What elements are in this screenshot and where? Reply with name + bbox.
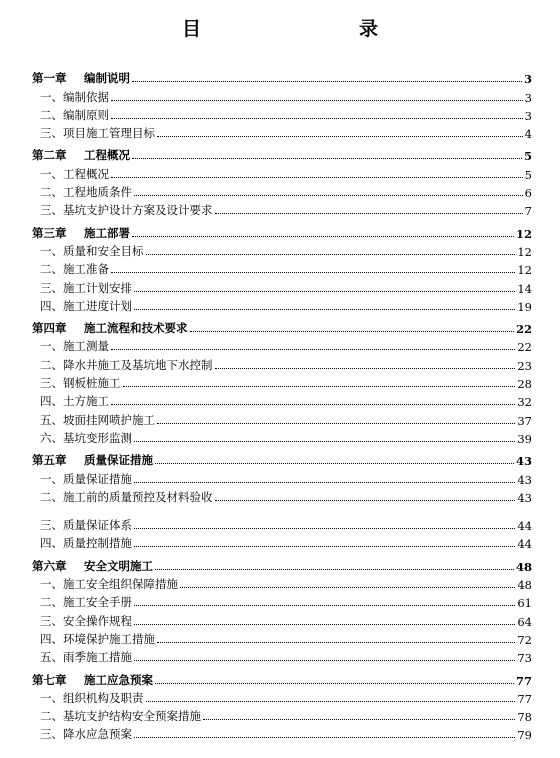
page-number: 22 [515,322,532,337]
page-number: 43 [517,472,532,487]
toc-section-entry[interactable] [32,296,532,314]
page-number: 12 [517,244,532,259]
toc-section-title: 二、施工准备 [40,262,109,277]
toc-section-entry[interactable] [32,182,532,200]
toc-section-entry[interactable] [32,105,532,123]
toc-chapter-title: 施工部署 [84,225,130,240]
toc-section-entry[interactable] [32,515,532,533]
toc-section-title: 四、施工进度计划 [40,298,132,313]
toc-section-entry[interactable] [32,373,532,391]
dot-leader [111,118,523,119]
page-number: 3 [524,90,532,105]
toc-section-title: 一、组织机构及职责 [40,690,144,705]
page-number: 12 [517,263,532,278]
toc-section-entry[interactable] [32,200,532,218]
dot-leader [132,158,522,159]
toc-chapter-title: 施工流程和技术要求 [84,321,188,336]
toc-chapter-label [32,452,153,468]
toc-section-title: 一、施工测量 [40,339,109,354]
toc-chapter-entry[interactable] [32,318,532,336]
dot-leader [134,546,515,547]
toc-chapter-number: 第五章 [32,453,67,468]
toc-chapter-number: 第六章 [32,558,67,573]
dot-leader [134,291,515,292]
toc-section-entry[interactable] [32,354,532,372]
dot-leader [134,624,515,625]
dot-leader [134,528,515,529]
toc-section-entry[interactable] [32,428,532,446]
dot-leader [111,100,523,101]
page-number: 79 [517,728,532,743]
toc-chapter-entry[interactable] [32,222,532,240]
page-number: 78 [517,710,532,725]
toc-chapter-entry[interactable] [32,68,532,86]
toc-chapter-label [32,225,130,241]
toc-section-entry[interactable] [32,163,532,181]
toc-section-title: 六、基坑变形监测 [40,430,132,445]
toc-section-title: 二、基坑支护结构安全预案措施 [40,709,201,724]
page-number: 44 [517,519,532,534]
toc-section-title: 三、质量保证体系 [40,518,132,533]
toc-section-entry[interactable] [32,123,532,141]
page-number: 22 [517,340,532,355]
toc-chapter-number: 第三章 [32,225,67,240]
dot-leader [155,569,514,570]
toc-section-entry[interactable] [32,259,532,277]
dot-leader [155,683,514,684]
dot-leader [146,701,516,702]
toc-section-entry[interactable] [32,533,532,551]
toc-section-title: 三、施工计划安排 [40,280,132,295]
toc-chapter-number: 第七章 [32,672,67,687]
page-number: 7 [524,204,532,219]
dot-leader [134,605,515,606]
dot-leader [134,441,515,442]
toc-section-entry[interactable] [32,647,532,665]
page-number: 64 [517,614,532,629]
toc-chapter-number: 第二章 [32,148,67,163]
toc-chapter-number: 第一章 [32,71,67,86]
toc-section-title: 二、施工前的质量预控及材料验收 [40,489,213,504]
page-number: 19 [517,299,532,314]
page-number: 43 [515,454,532,469]
toc-chapter-label [32,147,130,163]
toc-section-title: 二、降水井施工及基坑地下水控制 [40,357,213,372]
dot-leader [134,482,515,483]
toc-section-title: 一、施工安全组织保障措施 [40,577,178,592]
toc-section-title: 四、质量控制措施 [40,536,132,551]
page-number: 23 [517,358,532,373]
toc-section-entry[interactable] [32,336,532,354]
dot-leader [132,81,522,82]
toc-section-entry[interactable] [32,688,532,706]
toc-section-title: 三、安全操作规程 [40,613,132,628]
toc-chapter-title: 工程概况 [84,148,130,163]
dot-leader [111,272,515,273]
page-number: 73 [517,651,532,666]
toc-section-entry[interactable] [32,409,532,427]
toc-chapter-title: 质量保证措施 [84,453,153,468]
dot-leader [134,195,523,196]
dot-leader [132,236,514,237]
toc-chapter-title: 编制说明 [84,71,130,86]
page-number: 6 [524,186,532,201]
toc-section-entry[interactable] [32,610,532,628]
toc-section-title: 三、基坑支护设计方案及设计要求 [40,203,213,218]
toc-section-title: 二、施工安全手册 [40,595,132,610]
dot-leader [111,404,515,405]
dot-leader [123,386,516,387]
table-of-contents [32,64,532,742]
toc-section-entry[interactable] [32,391,532,409]
page-number: 39 [517,431,532,446]
dot-leader [155,463,514,464]
toc-section-title: 五、雨季施工措施 [40,650,132,665]
toc-section-title: 一、工程概况 [40,166,109,181]
dot-leader [157,423,515,424]
toc-section-entry[interactable] [32,241,532,259]
dot-leader [215,213,523,214]
toc-section-entry[interactable] [32,487,532,505]
toc-section-entry[interactable] [32,86,532,104]
page-number: 48 [517,578,532,593]
page-number: 5 [523,149,532,164]
dot-leader [111,349,515,350]
toc-chapter-title: 安全文明施工 [84,558,153,573]
page-number: 14 [517,281,532,296]
toc-section-title: 一、质量和安全目标 [40,243,144,258]
page-number: 37 [517,413,532,428]
page-number: 48 [515,559,532,574]
toc-section-entry[interactable] [32,724,532,742]
document-title: 目 录 [181,18,418,40]
toc-chapter-number: 第四章 [32,321,67,336]
dot-leader [134,309,515,310]
page-number: 44 [517,537,532,552]
toc-section-title: 四、土方施工 [40,394,109,409]
toc-section-entry[interactable] [32,574,532,592]
toc-section-entry[interactable] [32,629,532,647]
toc-chapter-entry[interactable] [32,555,532,573]
page-number: 77 [515,673,532,688]
toc-section-title: 一、编制依据 [40,89,109,104]
dot-leader [111,177,523,178]
dot-leader [134,737,515,738]
toc-chapter-entry[interactable] [32,450,532,468]
toc-section-title: 三、项目施工管理目标 [40,126,155,141]
page-number: 28 [517,377,532,392]
page-number: 61 [517,596,532,611]
toc-chapter-label [32,558,153,574]
dot-leader [157,642,515,643]
page-number: 32 [517,395,532,410]
dot-leader [215,500,516,501]
toc-chapter-entry[interactable] [32,669,532,687]
page-number: 77 [517,691,532,706]
toc-chapter-entry[interactable] [32,145,532,163]
toc-section-entry[interactable] [32,592,532,610]
toc-section-title: 四、环境保护施工措施 [40,631,155,646]
toc-chapter-title: 施工应急预案 [84,672,153,687]
toc-chapter-label [32,320,188,336]
toc-section-title: 二、编制原则 [40,107,109,122]
page-number: 72 [517,632,532,647]
page-number: 43 [517,490,532,505]
toc-section-title: 三、钢板桩施工 [40,376,121,391]
page-number: 3 [523,72,532,87]
page-number: 5 [524,167,532,182]
toc-section-entry[interactable] [32,468,532,486]
dot-leader [180,587,515,588]
dot-leader [215,368,516,369]
toc-section-title: 三、降水应急预案 [40,727,132,742]
toc-chapter-label [32,672,153,688]
page-number: 12 [515,226,532,241]
dot-leader [203,719,515,720]
page-number: 4 [524,127,532,142]
toc-chapter-label [32,70,130,86]
toc-section-title: 一、质量保证措施 [40,471,132,486]
toc-section-title: 五、坡面挂网喷护施工 [40,412,155,427]
toc-section-entry[interactable] [32,706,532,724]
dot-leader [157,136,523,137]
dot-leader [190,331,514,332]
page-number: 3 [524,108,532,123]
dot-leader [134,660,515,661]
toc-section-title: 二、工程地质条件 [40,185,132,200]
dot-leader [146,254,516,255]
toc-section-entry[interactable] [32,277,532,295]
